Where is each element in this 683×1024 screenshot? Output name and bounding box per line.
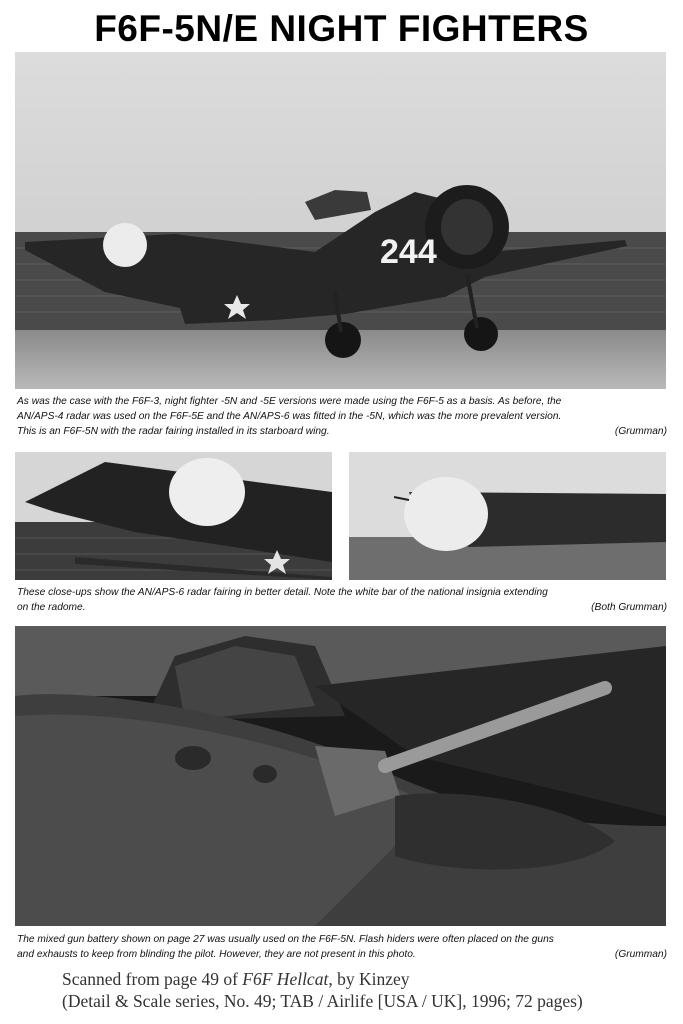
caption-line: AN/APS-4 radar was used on the F6F-5E and the AN/APS-6 was fitted in the -5N, which was the more prevalent version. [17,411,562,422]
caption-line: As was the case with the F6F-3, night fighter -5N and -5E versions were made using the F6F-5 as a basis. As before, the [17,396,562,407]
photo-credit: (Both Grumman) [591,602,667,613]
source-line-1 [62,968,583,990]
caption-line: This is an F6F-5N with the radar fairing installed in its starboard wing. [17,426,330,437]
source-prefix: Scanned from page 49 of [62,969,243,989]
caption-main [17,394,667,439]
photo-credit: (Grumman) [614,949,667,960]
page-title: F6F-5N/E NIGHT FIGHTERS [94,8,589,49]
caption-gun-battery [17,932,667,962]
caption-line: The mixed gun battery shown on page 27 was usually used on the F6F-5N. Flash hiders were often placed on the guns [17,934,554,945]
book-title: F6F Hellcat [242,969,329,989]
scan-source-note [62,968,583,1012]
source-line-2: (Detail & Scale series, No. 49; TAB / Airlife [USA / UK], 1996; 72 pages) [62,991,583,1011]
gun-battery-photo [15,626,666,926]
source-author: , by Kinzey [328,969,410,989]
caption-line: These close-ups show the AN/APS-6 radar fairing in better detail. Note the white bar of the national insignia extending [17,587,548,598]
caption-line: on the radome. [17,602,86,613]
aircraft-photo [15,52,666,389]
caption-line: and exhausts to keep from blinding the pilot. However, they are not present in this photo. [17,949,416,960]
radome-closeup-left-photo [15,452,332,580]
radome-closeup-right-photo [349,452,666,580]
photo-credit: (Grumman) [614,426,667,437]
aircraft-number: 244 [380,233,437,271]
caption-closeups [17,585,667,615]
